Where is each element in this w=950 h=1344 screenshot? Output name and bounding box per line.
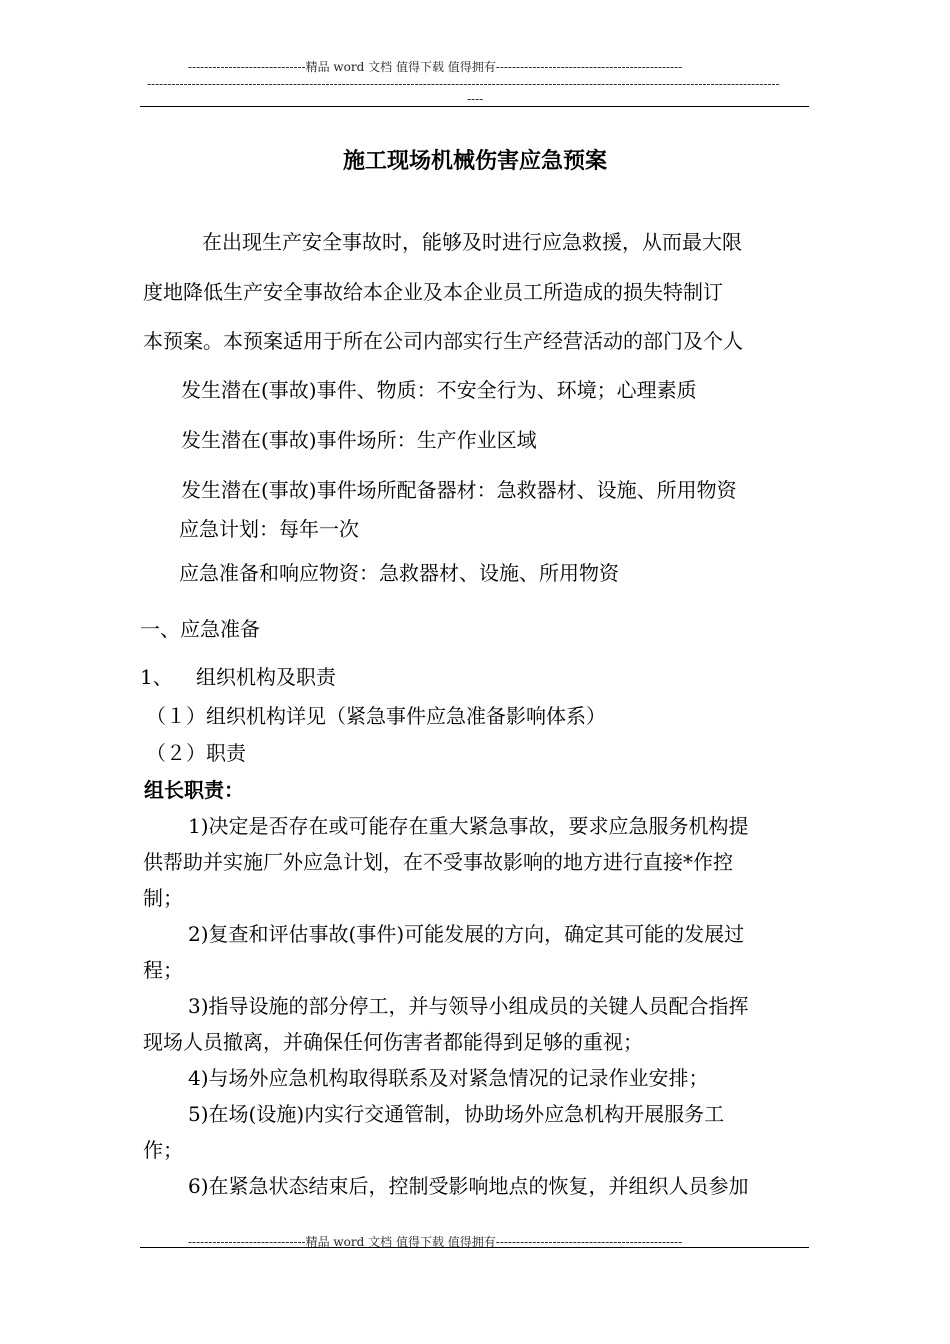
duty-line-11: 6)在紧急状态结束后，控制受影响地点的恢复，并组织人员参加 [188, 1174, 749, 1198]
item-hazard-equipment: 发生潜在(事故)事件场所配备器材：急救器材、设施、所用物资 [181, 478, 737, 502]
intro-line-1: 在出现生产安全事故时，能够及时进行应急救援，从而最大限 [202, 230, 742, 254]
duty-line-9: 5)在场(设施)内实行交通管制，协助场外应急机构开展服务工 [188, 1102, 725, 1126]
item-emergency-plan: 应急计划：每年一次 [179, 517, 359, 541]
duty-line-4: 2)复查和评估事故(事件)可能发展的方向，确定其可能的发展过 [188, 922, 745, 946]
leader-duties-heading: 组长职责： [144, 778, 244, 802]
document-title: 施工现场机械伤害应急预案 [342, 148, 607, 174]
subsection-number: 1、 [140, 665, 173, 689]
header-dash-line: ------------------------------------------------------------------------------------------------------------------------------------------------------------ [147, 77, 780, 91]
section-heading-preparation: 一、应急准备 [140, 617, 260, 641]
duty-line-1: 1)决定是否存在或可能存在重大紧急事故，要求应急服务机构提 [188, 814, 749, 838]
duty-line-5: 程； [143, 958, 183, 982]
header-watermark-line: -----------------------------精品 word 文档 值得下载 值得拥有---------------------------------------------- [188, 60, 683, 74]
footer-rule [140, 1247, 809, 1248]
duty-line-2: 供帮助并实施厂外应急计划，在不受事故影响的地方进行直接*作控 [143, 850, 733, 874]
duty-line-8: 4)与场外应急机构取得联系及对紧急情况的记录作业安排； [188, 1066, 709, 1090]
duty-line-3: 制； [143, 886, 183, 910]
header-rule [140, 106, 809, 107]
intro-line-3: 本预案。本预案适用于所在公司内部实行生产经营活动的部门及个人 [143, 329, 743, 353]
duty-line-10: 作； [143, 1138, 183, 1162]
item-hazard-substance: 发生潜在(事故)事件、物质：不安全行为、环境；心理素质 [181, 378, 697, 402]
duty-line-6: 3)指导设施的部分停工，并与领导小组成员的关键人员配合指挥 [188, 994, 749, 1018]
item-hazard-location: 发生潜在(事故)事件场所：生产作业区域 [181, 428, 537, 452]
org-structure-line: （１）组织机构详见（紧急事件应急准备影响体系） [146, 704, 606, 728]
intro-line-2: 度地降低生产安全事故给本企业及本企业员工所造成的损失特制订 [143, 280, 723, 304]
duties-line: （２）职责 [146, 741, 246, 765]
duty-line-7: 现场人员撤离，并确保任何伤害者都能得到足够的重视； [143, 1030, 643, 1054]
footer-watermark-line: -----------------------------精品 word 文档 值得下载 值得拥有---------------------------------------------- [188, 1235, 683, 1249]
item-emergency-materials: 应急准备和响应物资：急救器材、设施、所用物资 [179, 561, 619, 585]
subsection-title: 组织机构及职责 [196, 665, 336, 689]
header-dash-tail: ---- [467, 92, 484, 106]
